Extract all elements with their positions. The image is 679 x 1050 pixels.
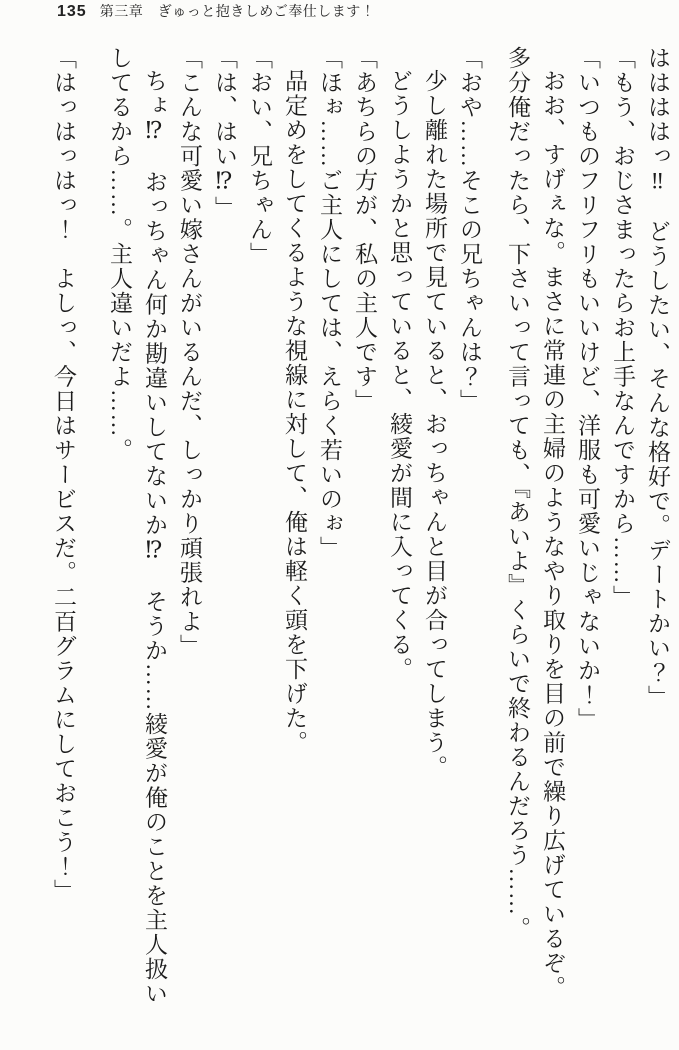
paragraph-line: ははははっ‼ どうしたい、そんな格好で。デートかい？」 [645, 46, 670, 710]
running-head [57, 1, 375, 21]
paragraph-line: 「はっはっはっ！ よしっ、今日はサービスだ。二百グラムにしておこう！」 [51, 46, 76, 904]
paragraph-line: 少し離れた場所で見ていると、おっちゃんと目が合ってしまう。 [422, 69, 447, 780]
paragraph-line: 「いつものフリフリもいいけど、洋服も可愛いじゃないか！」 [575, 46, 600, 732]
paragraph-line: 「おや……そこの兄ちゃんは？」 [457, 46, 482, 414]
paragraph-line: 品定めをしてくるような視線に対して、俺は軽く頭を下げた。 [282, 69, 307, 755]
paragraph-line: 「は、はい⁉」 [212, 46, 237, 221]
paragraph-line: 「おい、兄ちゃん」 [247, 46, 272, 267]
paragraph-line: 「こんな可愛い嫁さんがいるんだ、しっかり頑張れよ」 [177, 46, 202, 659]
paragraph-line: 「ほぉ……ご主人にしては、えらく若いのぉ」 [317, 46, 342, 561]
chapter-title: 第三章 ぎゅっと抱きしめご奉仕します！ [99, 3, 376, 19]
paragraph-line: 「あちらの方が、私の主人です」 [352, 46, 377, 414]
paragraph-line: どうしようかと思っていると、綾愛が間に入ってくる。 [387, 69, 412, 682]
paragraph-line: ちょ⁉ おっちゃん何か勘違いしてないか⁉ そうか……綾愛が俺のことを主人扱いしてるから……。主人違いだよ……。 [107, 46, 167, 1006]
paragraph-line: おお、すげぇな。まさに常連の主婦のようなやり取りを目の前で繰り広げているぞ。多分俺だったら、下さいって言っても、『あいよ』くらいで終わるんだろう……。 [505, 46, 565, 1000]
page-text-block [46, 46, 675, 1021]
paragraph-line: 「もう、おじさまったらお上手なんですから……」 [610, 46, 635, 610]
page-number: 135 [57, 3, 87, 20]
